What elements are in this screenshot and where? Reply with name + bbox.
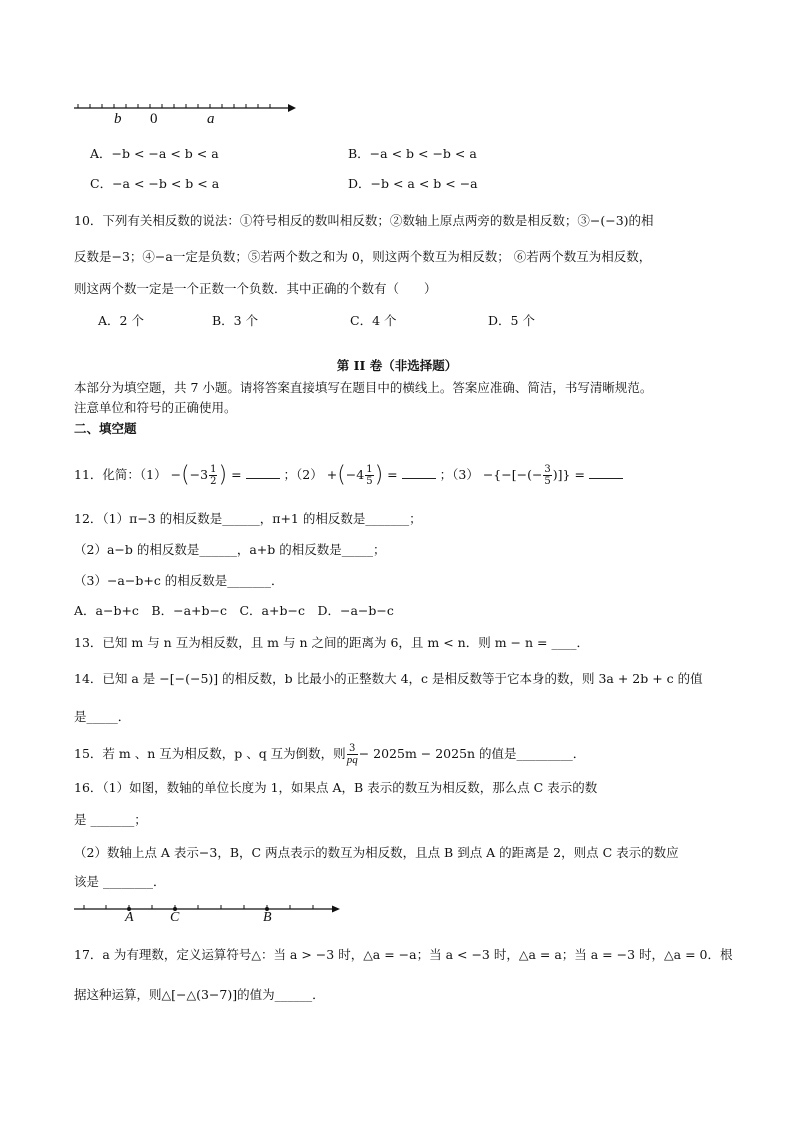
q11-prefix: 11．化简：（1）: [74, 467, 167, 482]
q10-option-c: C．4 个: [350, 313, 397, 328]
q11-p1-inner: −3: [189, 467, 209, 482]
q11-eq-2: =: [387, 467, 398, 482]
q10-line-1: 10．下列有关相反数的说法：①符号相反的数叫相反数；②数轴上原点两旁的数是相反数；③−(−3)的相: [74, 213, 654, 228]
q11-p3-close: )]}: [552, 467, 571, 482]
q11-blank-2[interactable]: [402, 466, 436, 479]
q11-eq-1: =: [231, 467, 242, 482]
q12-line-3: （3）−a−b+c 的相反数是_______．: [74, 573, 284, 588]
q11-p2-fraction: $\frac{1}{5}$: [366, 464, 373, 487]
q12-line-1: 12．（1）π−3 的相反数是______，π+1 的相反数是_______；: [74, 511, 422, 526]
q16-line-3: （2）数轴上点 A 表示−3，B，C 两点表示的数互为相反数，且点 B 到点 A 的距离是 2，则点 C 表示的数应: [74, 845, 679, 860]
q15-fraction: $\frac{3}{pq}$: [346, 743, 358, 766]
q9-option-b: B．−a < b < −b < a: [348, 146, 477, 161]
q16-line-2: 是 _______；: [74, 812, 147, 827]
numberline-label-zero: 0: [150, 111, 158, 127]
q15-line: [74, 742, 585, 766]
q16-line-1: 16．（1）如图，数轴的单位长度为 1，如果点 A，B 表示的数互为相反数，那么点 C 表示的数: [74, 780, 598, 795]
q16-line-4: 该是 ________．: [74, 874, 166, 889]
numberline2-label-c: C: [170, 910, 180, 925]
q10-option-b: B．3 个: [212, 313, 259, 328]
q17-line-1: 17．a 为有理数，定义运算符号△：当 a > −3 时，△a = −a；当 a < −3 时，△a = a；当 a = −3 时，△a = 0．根: [74, 947, 733, 962]
q11-eq-3: =: [574, 467, 585, 482]
q14-line-2: 是_____．: [74, 709, 131, 724]
q11-line: 11．化简：（1） −(−3 $\frac{1}{2}$ ) = ；（2） +(−4 $\frac{1}{5}$ ) = ；（3） −{−[−(− $\frac{3}{5}$ )]} =: [74, 462, 623, 488]
part2-title: 第 II 卷（非选择题）: [336, 358, 458, 373]
q11-p1-sign: −: [170, 467, 182, 482]
q12-line-2: （2）a−b 的相反数是______，a+b 的相反数是_____；: [74, 542, 386, 557]
q9-option-a: A．−b < −a < b < a: [90, 146, 219, 161]
q11-sep-2: ；（3）: [439, 467, 479, 482]
q12-options: A．a−b+c B．−a+b−c C．a+b−c D．−a−b−c: [74, 603, 394, 618]
q11-p3-fraction: $\frac{3}{5}$: [544, 464, 551, 487]
q11-blank-3[interactable]: [589, 466, 623, 479]
q11-p3-expr: −{−[−(−: [482, 467, 543, 482]
q9-option-c: C．−a < −b < b < a: [90, 176, 220, 191]
number-line-2: [74, 904, 344, 934]
section-heading: 二、填空题: [74, 421, 137, 436]
q11-p2-inner: −4: [345, 467, 365, 482]
q11-p1-fraction: $\frac{1}{2}$: [210, 464, 217, 487]
part2-intro-2: 注意单位和符号的正确使用。: [74, 400, 237, 415]
q9-option-d: D．−b < a < b < −a: [348, 176, 478, 191]
number-line-1: [74, 100, 294, 140]
q15-pre: 15．若 m 、n 互为相反数，p 、q 互为倒数，则: [74, 746, 346, 761]
numberline2-label-a: A: [125, 910, 134, 925]
numberline2-label-b: B: [263, 910, 272, 925]
q15-post: − 2025m − 2025n 的值是_________．: [358, 746, 586, 761]
q11-blank-1[interactable]: [246, 466, 280, 479]
numberline-label-a: a: [207, 111, 215, 127]
q10-option-d: D．5 个: [488, 313, 535, 328]
q10-line-3: 则这两个数一定是一个正数一个负数．其中正确的个数有（ ）: [74, 281, 437, 296]
q10-line-2: 反数是−3；④−a一定是负数；⑤若两个数之和为 0，则这两个数互为相反数； ⑥若两个数互为相反数，: [74, 249, 652, 264]
numberline-label-b: b: [114, 111, 122, 127]
q11-sep-1: ；（2）: [283, 467, 323, 482]
q11-p2-sign: +: [326, 467, 338, 482]
q14-line-1: 14．已知 a 是 −[−(−5)] 的相反数，b 比最小的正整数大 4，c 是相反数等于它本身的数，则 3a + 2b + c 的值: [74, 671, 703, 686]
q17-line-2: 据这种运算，则△[−△(3−7)]的值为______．: [74, 987, 325, 1002]
q13-text: 13．已知 m 与 n 互为相反数，且 m 与 n 之间的距离为 6，且 m < n．则 m − n = ____．: [74, 635, 589, 650]
q10-option-a: A．2 个: [98, 313, 144, 328]
part2-intro-1: 本部分为填空题，共 7 小题。请将答案直接填写在题目中的横线上。答案应准确、简洁，书写清晰规范。: [74, 380, 653, 395]
